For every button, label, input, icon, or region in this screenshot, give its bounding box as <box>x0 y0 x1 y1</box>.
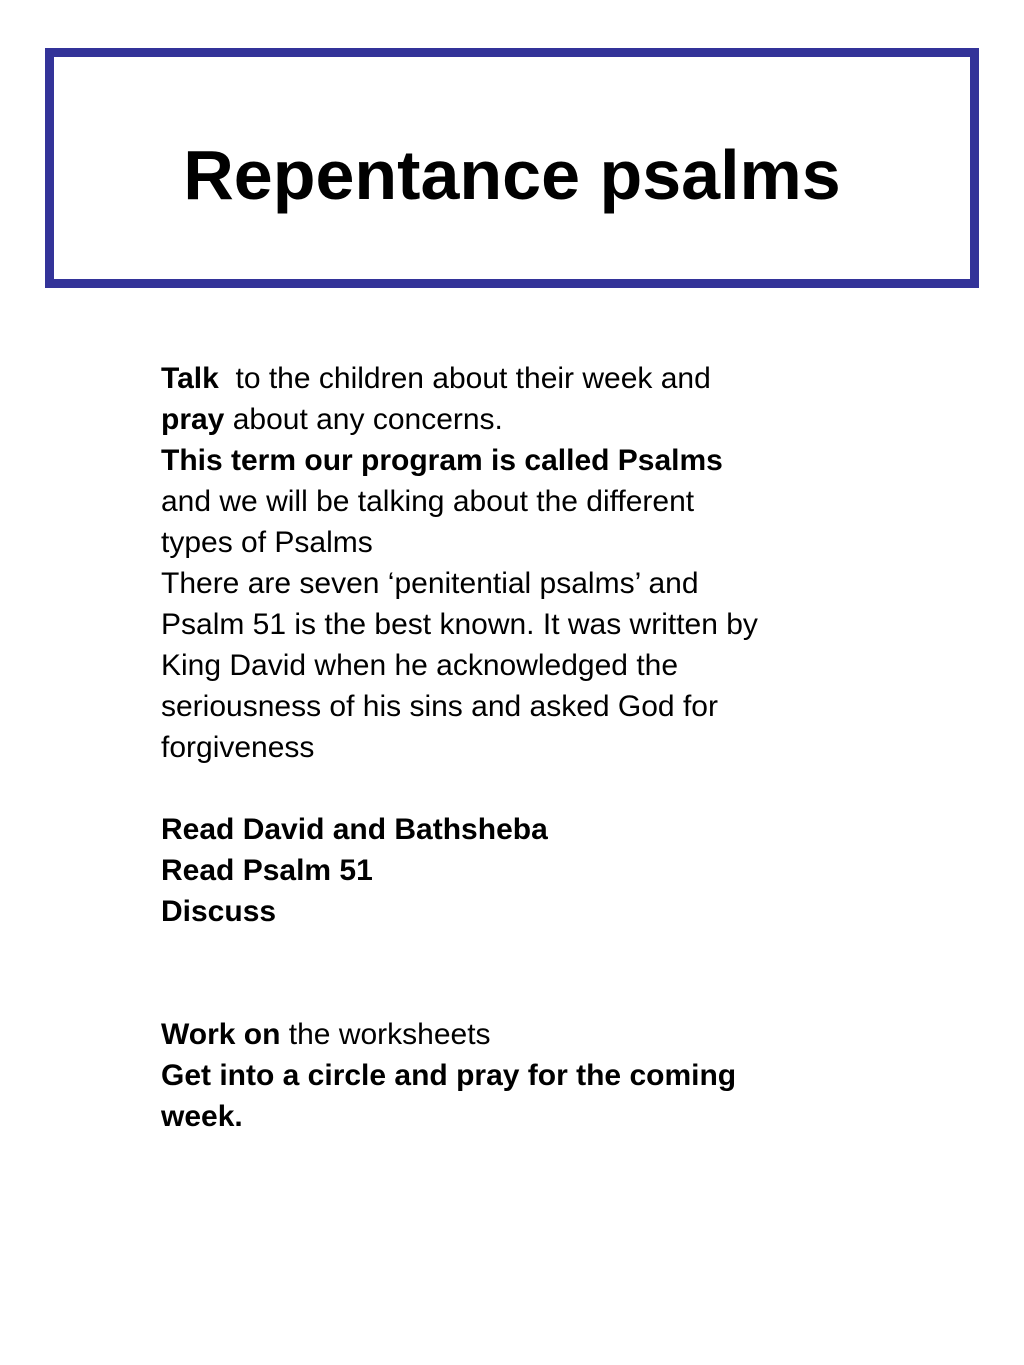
program-line-3: types of Psalms <box>161 526 373 559</box>
work-line <box>161 1014 861 1055</box>
talk-keyword: Talk <box>161 362 219 395</box>
pray-keyword: pray <box>161 403 225 436</box>
page-title: Repentance psalms <box>183 136 841 214</box>
penitential-line-3: King David when he acknowledged the <box>161 649 679 682</box>
program-line-2: and we will be talking about the different <box>161 485 695 518</box>
talk-rest: to the children about their week and <box>235 362 711 395</box>
spacer <box>161 932 861 1014</box>
activity-discuss: Discuss <box>161 895 277 928</box>
body-text <box>161 358 861 1137</box>
work-rest: the worksheets <box>280 1018 491 1051</box>
program-heading: This term our program is called Psalms <box>161 444 723 477</box>
activity-read-story: Read David and Bathsheba <box>161 813 548 846</box>
title-box <box>45 48 979 288</box>
penitential-line-1: There are seven ‘penitential psalms’ and <box>161 567 699 600</box>
penitential-line-2: Psalm 51 is the best known. It was written by <box>161 608 758 641</box>
penitential-line-5: forgiveness <box>161 731 315 764</box>
penitential-line-4: seriousness of his sins and asked God for <box>161 690 718 723</box>
circle-line-2: week. <box>161 1100 243 1133</box>
talk-line <box>161 358 861 399</box>
pray-rest: about any concerns. <box>224 403 503 436</box>
circle-line-1: Get into a circle and pray for the coming <box>161 1059 737 1092</box>
spacer <box>161 768 861 809</box>
activity-read-psalm: Read Psalm 51 <box>161 854 373 887</box>
work-keyword: Work on <box>161 1018 281 1051</box>
pray-line <box>161 399 861 440</box>
